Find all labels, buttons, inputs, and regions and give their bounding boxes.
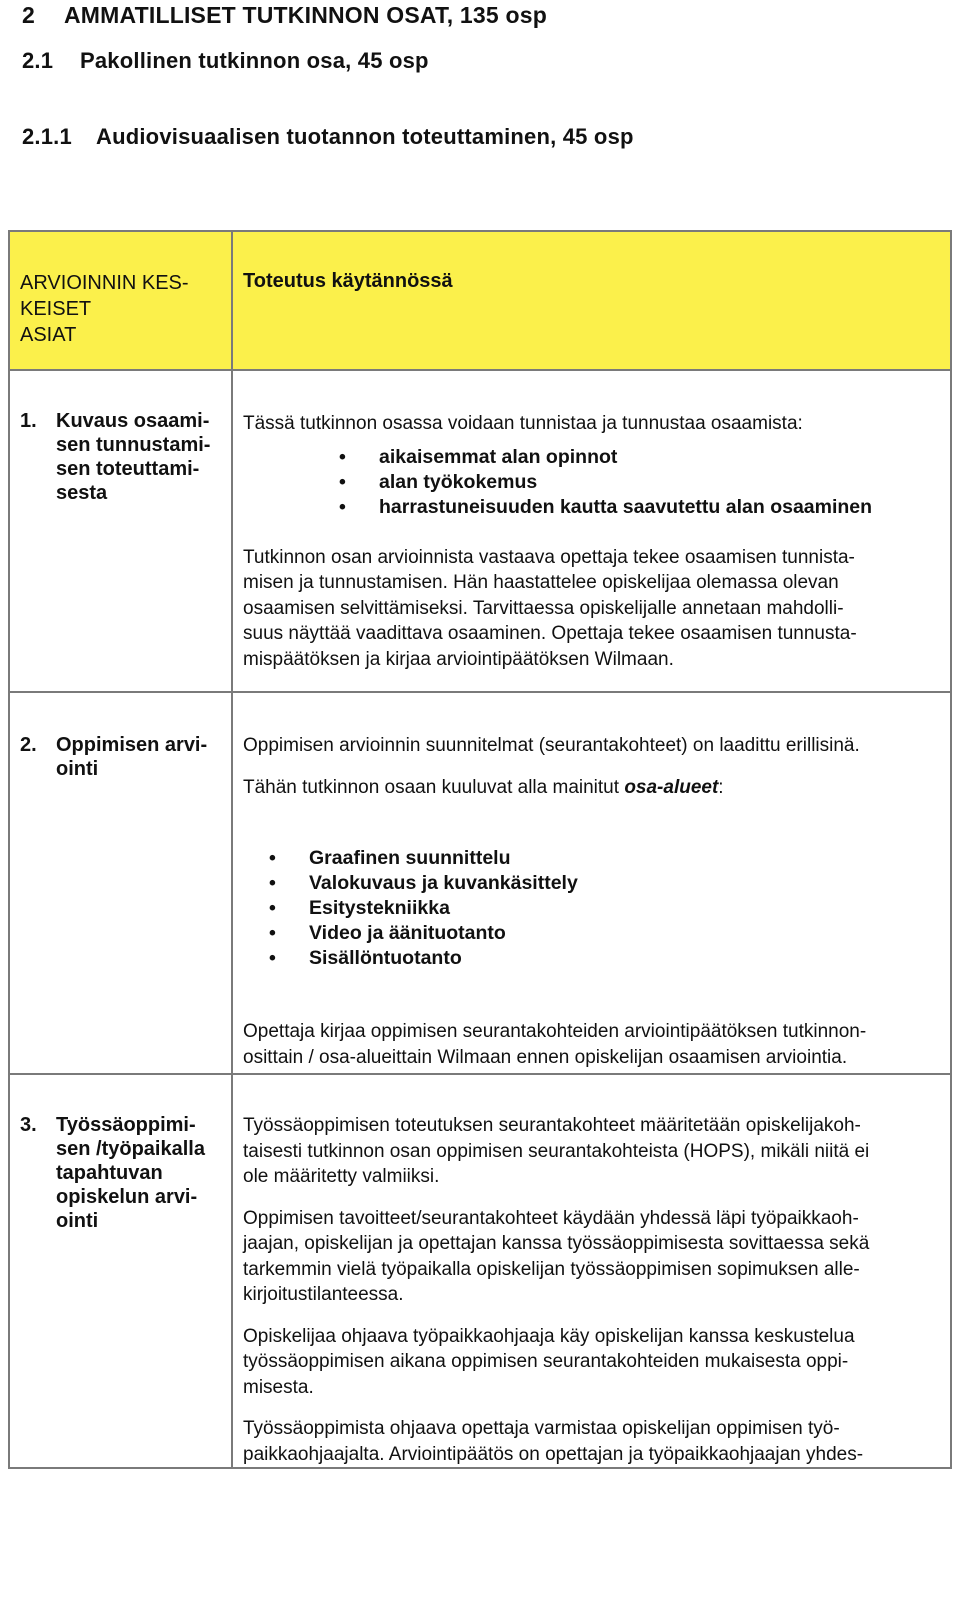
- text-line: misen ja tunnustamisen. Hän haastattelee opiskelijaa olemassa olevan: [243, 572, 839, 593]
- row-number: 2.: [20, 734, 37, 756]
- row-content-cell: [232, 370, 951, 692]
- table-row: [9, 370, 951, 692]
- paragraph: [243, 1019, 938, 1070]
- text-line: suus näyttää vaadittava osaaminen. Opettaja tekee osaamisen tunnusta-: [243, 623, 857, 644]
- text-line: misesta.: [243, 1376, 314, 1398]
- paragraph: [243, 1206, 938, 1308]
- heading-text: Pakollinen tutkinnon osa, 45 osp: [80, 48, 429, 73]
- row-label-cell: [9, 1074, 232, 1468]
- row-label-cell: [9, 370, 232, 692]
- heading-number: 2.1: [22, 48, 54, 73]
- intro-text: Tässä tutkinnon osassa voidaan tunnistaa ja tunnustaa osaamista:: [243, 413, 803, 434]
- text-line: kirjoitustilanteessa.: [243, 1284, 404, 1305]
- list-item: • harrastuneisuuden kautta saavutettu alan osaaminen: [379, 495, 938, 520]
- text-line: tarkemmin vielä työpaikalla opiskelijan työssäoppimisen sopimuksen alle-: [243, 1258, 860, 1280]
- header-right-label: Toteutus käytännössä: [243, 270, 453, 292]
- intro-text: Oppimisen arvioinnin suunnitelmat (seurantakohteet) on laadittu erillisinä.: [243, 735, 860, 756]
- text-line: jaajan, opiskelijan ja opettajan kanssa työssäoppimisesta sovittaessa sekä: [243, 1233, 870, 1254]
- list-item: • alan työkokemus: [379, 470, 938, 495]
- text-line: Oppimisen tavoitteet/seurantakohteet käydään yhdessä läpi työpaikkaoh-: [243, 1207, 859, 1229]
- row-label: [10, 371, 231, 505]
- list-item: • Video ja äänituotanto: [309, 921, 938, 946]
- row-content: [233, 693, 950, 1070]
- text-line: Tutkinnon osan arvioinnista vastaava opettaja tekee osaamisen tunnista-: [243, 546, 855, 568]
- table-row: [9, 692, 951, 1074]
- row-content-cell: [232, 1074, 951, 1468]
- heading-number: 2.1.1: [22, 124, 72, 149]
- header-cell-right: [232, 231, 951, 370]
- row-title: Kuvaus osaami- sen tunnustami- sen toteuttami- sesta: [56, 410, 211, 504]
- heading-text: AMMATILLISET TUTKINNON OSAT, 135 osp: [64, 2, 547, 28]
- bullet-list: [379, 445, 938, 520]
- paragraph: [243, 1113, 938, 1190]
- table-row: [9, 1074, 951, 1468]
- emphasis-text: osa-alueet: [624, 776, 719, 798]
- text-line: Opettaja kirjaa oppimisen seurantakohteiden arviointipäätöksen tutkinnon-: [243, 1021, 867, 1042]
- row-title: Työssäoppimi- sen /työpaikalla tapahtuvan opiskelun arvi- ointi: [56, 1114, 205, 1232]
- row-label: [10, 693, 231, 781]
- heading-number: 2: [22, 2, 35, 28]
- list-item: • Esitystekniikka: [309, 896, 938, 921]
- heading-level-3: [22, 124, 634, 150]
- list-item: • Sisällöntuotanto: [309, 946, 938, 971]
- heading-level-2: [22, 48, 429, 74]
- text-fragment: Tähän tutkinnon osaan kuuluvat alla mainitut: [243, 776, 625, 798]
- heading-level-1: [22, 2, 547, 29]
- text-line: työssäoppimisen aikana oppimisen seurantakohteiden mukaisesta oppi-: [243, 1351, 849, 1372]
- row-number: 3.: [20, 1114, 37, 1136]
- table-header-row: [9, 231, 951, 370]
- bullet-list: [309, 846, 938, 971]
- text-line: paikkaohjaajalta. Arviointipäätös on opettajan ja työpaikkaohjaajan yhdes-: [243, 1443, 864, 1465]
- header-cell-left: [9, 231, 232, 370]
- row-content: [233, 371, 950, 672]
- row-content: [233, 1075, 950, 1467]
- text-line: taisesti tutkinnon osan oppimisen seurantakohteista (HOPS), mikäli niitä ei: [243, 1140, 870, 1162]
- text-line: Työssäoppimista ohjaava opettaja varmistaa opiskelijan oppimisen työ-: [243, 1418, 840, 1439]
- row-label: [10, 1075, 231, 1233]
- text-line: Opiskelijaa ohjaava työpaikkaohjaaja käy opiskelijan kanssa keskustelua: [243, 1325, 855, 1347]
- text-line: osaamisen selvittämiseksi. Tarvittaessa opiskelijalle annetaan mahdolli-: [243, 597, 844, 619]
- assessment-table: [8, 230, 952, 1469]
- paragraph: [243, 1324, 938, 1401]
- header-left-label: ARVIOINNIN KES- KEISET ASIAT: [20, 272, 189, 346]
- row-label-cell: [9, 692, 232, 1074]
- text-line: osittain / osa-alueittain Wilmaan ennen opiskelijan osaamisen arviointia.: [243, 1046, 848, 1068]
- text-fragment: :: [718, 776, 724, 798]
- row-number: 1.: [20, 410, 37, 432]
- row-title: Oppimisen arvi- ointi: [56, 734, 208, 780]
- list-item: • Valokuvaus ja kuvankäsittely: [309, 871, 938, 896]
- paragraph: [243, 1416, 938, 1467]
- list-item: • aikaisemmat alan opinnot: [379, 445, 938, 470]
- text-line: mispäätöksen ja kirjaa arviointipäätöksen Wilmaan.: [243, 648, 674, 670]
- paragraph: [243, 545, 938, 673]
- list-item: • Graafinen suunnittelu: [309, 846, 938, 871]
- intro-text-2: [243, 775, 938, 801]
- heading-text: Audiovisuaalisen tuotannon toteuttaminen, 45 osp: [96, 124, 634, 149]
- row-content-cell: [232, 692, 951, 1074]
- text-line: ole määritetty valmiiksi.: [243, 1166, 440, 1187]
- text-line: Työssäoppimisen toteutuksen seurantakohteet määritetään opiskelijakoh-: [243, 1115, 861, 1136]
